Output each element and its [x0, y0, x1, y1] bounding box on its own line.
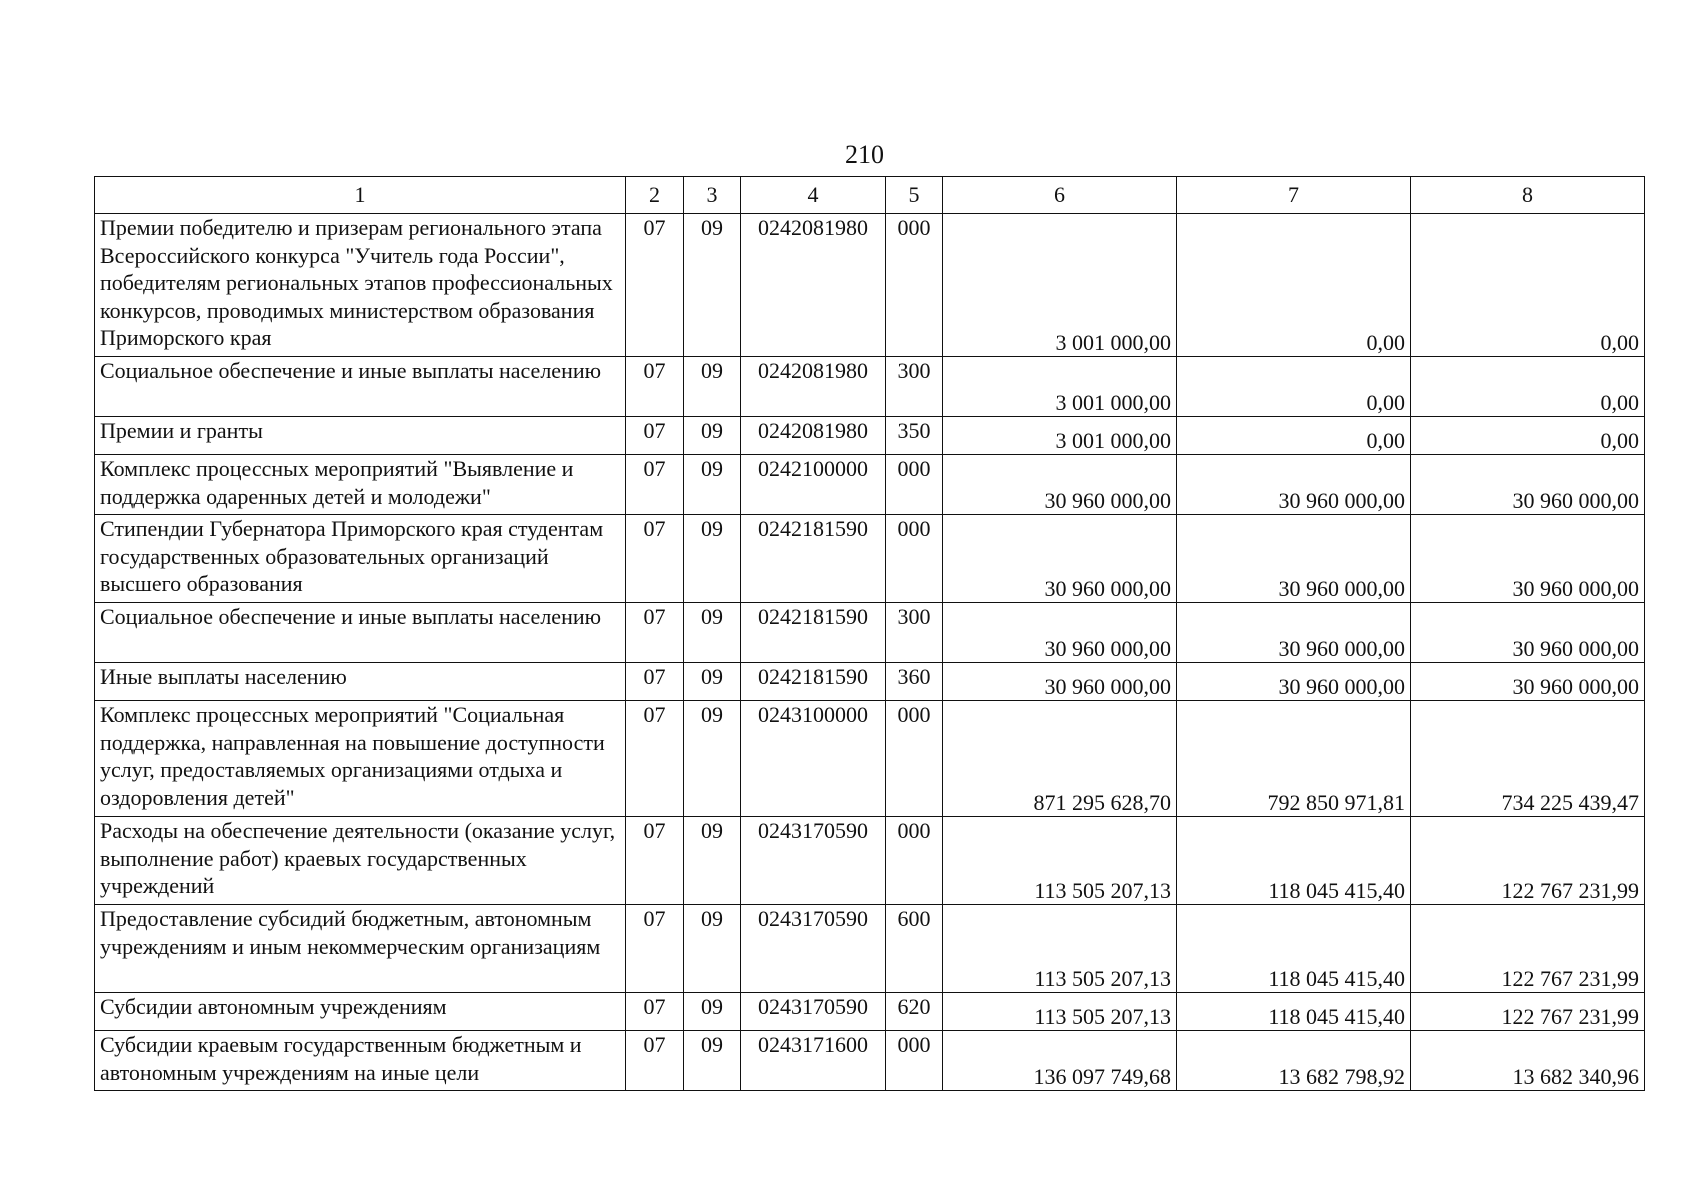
expense-type-code: 360 — [886, 663, 943, 701]
amount-col8: 122 767 231,99 — [1411, 817, 1645, 905]
row-name: Социальное обеспечение и иные выплаты населению — [95, 357, 626, 417]
row-name: Иные выплаты населению — [95, 663, 626, 701]
subsection-code: 09 — [684, 1031, 741, 1091]
amount-col7: 118 045 415,40 — [1177, 993, 1411, 1031]
expense-type-code: 300 — [886, 603, 943, 663]
target-article-code: 0242100000 — [741, 455, 886, 515]
target-article-code: 0243171600 — [741, 1031, 886, 1091]
target-article-code: 0243100000 — [741, 701, 886, 817]
table-row — [95, 603, 1645, 663]
expense-type-code: 000 — [886, 701, 943, 817]
subsection-code: 09 — [684, 515, 741, 603]
target-article-code: 0243170590 — [741, 993, 886, 1031]
subsection-code: 09 — [684, 663, 741, 701]
expense-type-code: 600 — [886, 905, 943, 993]
column-header: 4 — [741, 177, 886, 214]
amount-col7: 0,00 — [1177, 214, 1411, 357]
amount-col8: 30 960 000,00 — [1411, 663, 1645, 701]
table-row — [95, 417, 1645, 455]
amount-col7: 30 960 000,00 — [1177, 455, 1411, 515]
table-row — [95, 905, 1645, 993]
subsection-code: 09 — [684, 905, 741, 993]
amount-col7: 0,00 — [1177, 357, 1411, 417]
target-article-code: 0242081980 — [741, 417, 886, 455]
amount-col7: 30 960 000,00 — [1177, 515, 1411, 603]
section-code: 07 — [626, 515, 684, 603]
subsection-code: 09 — [684, 701, 741, 817]
table-row — [95, 993, 1645, 1031]
target-article-code: 0242181590 — [741, 515, 886, 603]
amount-col7: 118 045 415,40 — [1177, 817, 1411, 905]
amount-col8: 0,00 — [1411, 417, 1645, 455]
amount-col8: 734 225 439,47 — [1411, 701, 1645, 817]
amount-col7: 792 850 971,81 — [1177, 701, 1411, 817]
section-code: 07 — [626, 701, 684, 817]
amount-col8: 30 960 000,00 — [1411, 515, 1645, 603]
table-row — [95, 663, 1645, 701]
amount-col7: 30 960 000,00 — [1177, 603, 1411, 663]
row-name: Субсидии краевым государственным бюджетным и автономным учреждениям на иные цели — [95, 1031, 626, 1091]
column-header: 7 — [1177, 177, 1411, 214]
row-name: Стипендии Губернатора Приморского края студентам государственных образовательных организаций высшего образования — [95, 515, 626, 603]
amount-col6: 3 001 000,00 — [943, 417, 1177, 455]
table-row — [95, 214, 1645, 357]
amount-col7: 30 960 000,00 — [1177, 663, 1411, 701]
target-article-code: 0242081980 — [741, 214, 886, 357]
subsection-code: 09 — [684, 603, 741, 663]
column-header: 5 — [886, 177, 943, 214]
target-article-code: 0242081980 — [741, 357, 886, 417]
row-name: Предоставление субсидий бюджетным, автономным учреждениям и иным некоммерческим организациям — [95, 905, 626, 993]
amount-col7: 0,00 — [1177, 417, 1411, 455]
section-code: 07 — [626, 357, 684, 417]
target-article-code: 0242181590 — [741, 603, 886, 663]
amount-col6: 30 960 000,00 — [943, 455, 1177, 515]
amount-col8: 13 682 340,96 — [1411, 1031, 1645, 1091]
amount-col6: 113 505 207,13 — [943, 993, 1177, 1031]
budget-table — [94, 176, 1645, 1091]
amount-col8: 122 767 231,99 — [1411, 905, 1645, 993]
column-header: 6 — [943, 177, 1177, 214]
section-code: 07 — [626, 817, 684, 905]
section-code: 07 — [626, 1031, 684, 1091]
table-body — [95, 177, 1645, 1091]
section-code: 07 — [626, 417, 684, 455]
row-name: Субсидии автономным учреждениям — [95, 993, 626, 1031]
column-header: 3 — [684, 177, 741, 214]
amount-col7: 13 682 798,92 — [1177, 1031, 1411, 1091]
amount-col6: 3 001 000,00 — [943, 357, 1177, 417]
amount-col6: 30 960 000,00 — [943, 603, 1177, 663]
section-code: 07 — [626, 214, 684, 357]
row-name: Социальное обеспечение и иные выплаты населению — [95, 603, 626, 663]
table-row — [95, 1031, 1645, 1091]
expense-type-code: 000 — [886, 817, 943, 905]
amount-col6: 30 960 000,00 — [943, 663, 1177, 701]
target-article-code: 0243170590 — [741, 817, 886, 905]
subsection-code: 09 — [684, 214, 741, 357]
expense-type-code: 350 — [886, 417, 943, 455]
amount-col6: 871 295 628,70 — [943, 701, 1177, 817]
row-name: Комплекс процессных мероприятий "Социальная поддержка, направленная на повышение доступности услуг, предоставляемых организациями отдыха и оздоровления детей" — [95, 701, 626, 817]
amount-col8: 30 960 000,00 — [1411, 455, 1645, 515]
section-code: 07 — [626, 905, 684, 993]
section-code: 07 — [626, 663, 684, 701]
column-header: 1 — [95, 177, 626, 214]
row-name: Премии и гранты — [95, 417, 626, 455]
expense-type-code: 000 — [886, 515, 943, 603]
subsection-code: 09 — [684, 357, 741, 417]
subsection-code: 09 — [684, 417, 741, 455]
page-number: 210 — [845, 140, 884, 169]
amount-col7: 118 045 415,40 — [1177, 905, 1411, 993]
expense-type-code: 000 — [886, 455, 943, 515]
amount-col8: 122 767 231,99 — [1411, 993, 1645, 1031]
row-name: Расходы на обеспечение деятельности (оказание услуг, выполнение работ) краевых государственных учреждений — [95, 817, 626, 905]
table-header-row — [95, 177, 1645, 214]
column-header: 2 — [626, 177, 684, 214]
table-row — [95, 515, 1645, 603]
amount-col6: 113 505 207,13 — [943, 817, 1177, 905]
amount-col6: 3 001 000,00 — [943, 214, 1177, 357]
subsection-code: 09 — [684, 993, 741, 1031]
table-row — [95, 357, 1645, 417]
column-header: 8 — [1411, 177, 1645, 214]
amount-col8: 30 960 000,00 — [1411, 603, 1645, 663]
amount-col6: 113 505 207,13 — [943, 905, 1177, 993]
row-name: Премии победителю и призерам регионального этапа Всероссийского конкурса "Учитель года России", победителям региональных этапов профессиональных конкурсов, проводимых министерством образования Приморского края — [95, 214, 626, 357]
amount-col8: 0,00 — [1411, 214, 1645, 357]
expense-type-code: 620 — [886, 993, 943, 1031]
expense-type-code: 000 — [886, 1031, 943, 1091]
section-code: 07 — [626, 455, 684, 515]
table-row — [95, 455, 1645, 515]
section-code: 07 — [626, 603, 684, 663]
target-article-code: 0243170590 — [741, 905, 886, 993]
expense-type-code: 000 — [886, 214, 943, 357]
subsection-code: 09 — [684, 455, 741, 515]
table-row — [95, 701, 1645, 817]
section-code: 07 — [626, 993, 684, 1031]
amount-col6: 30 960 000,00 — [943, 515, 1177, 603]
target-article-code: 0242181590 — [741, 663, 886, 701]
row-name: Комплекс процессных мероприятий "Выявление и поддержка одаренных детей и молодежи" — [95, 455, 626, 515]
expense-type-code: 300 — [886, 357, 943, 417]
amount-col6: 136 097 749,68 — [943, 1031, 1177, 1091]
subsection-code: 09 — [684, 817, 741, 905]
amount-col8: 0,00 — [1411, 357, 1645, 417]
table-row — [95, 817, 1645, 905]
